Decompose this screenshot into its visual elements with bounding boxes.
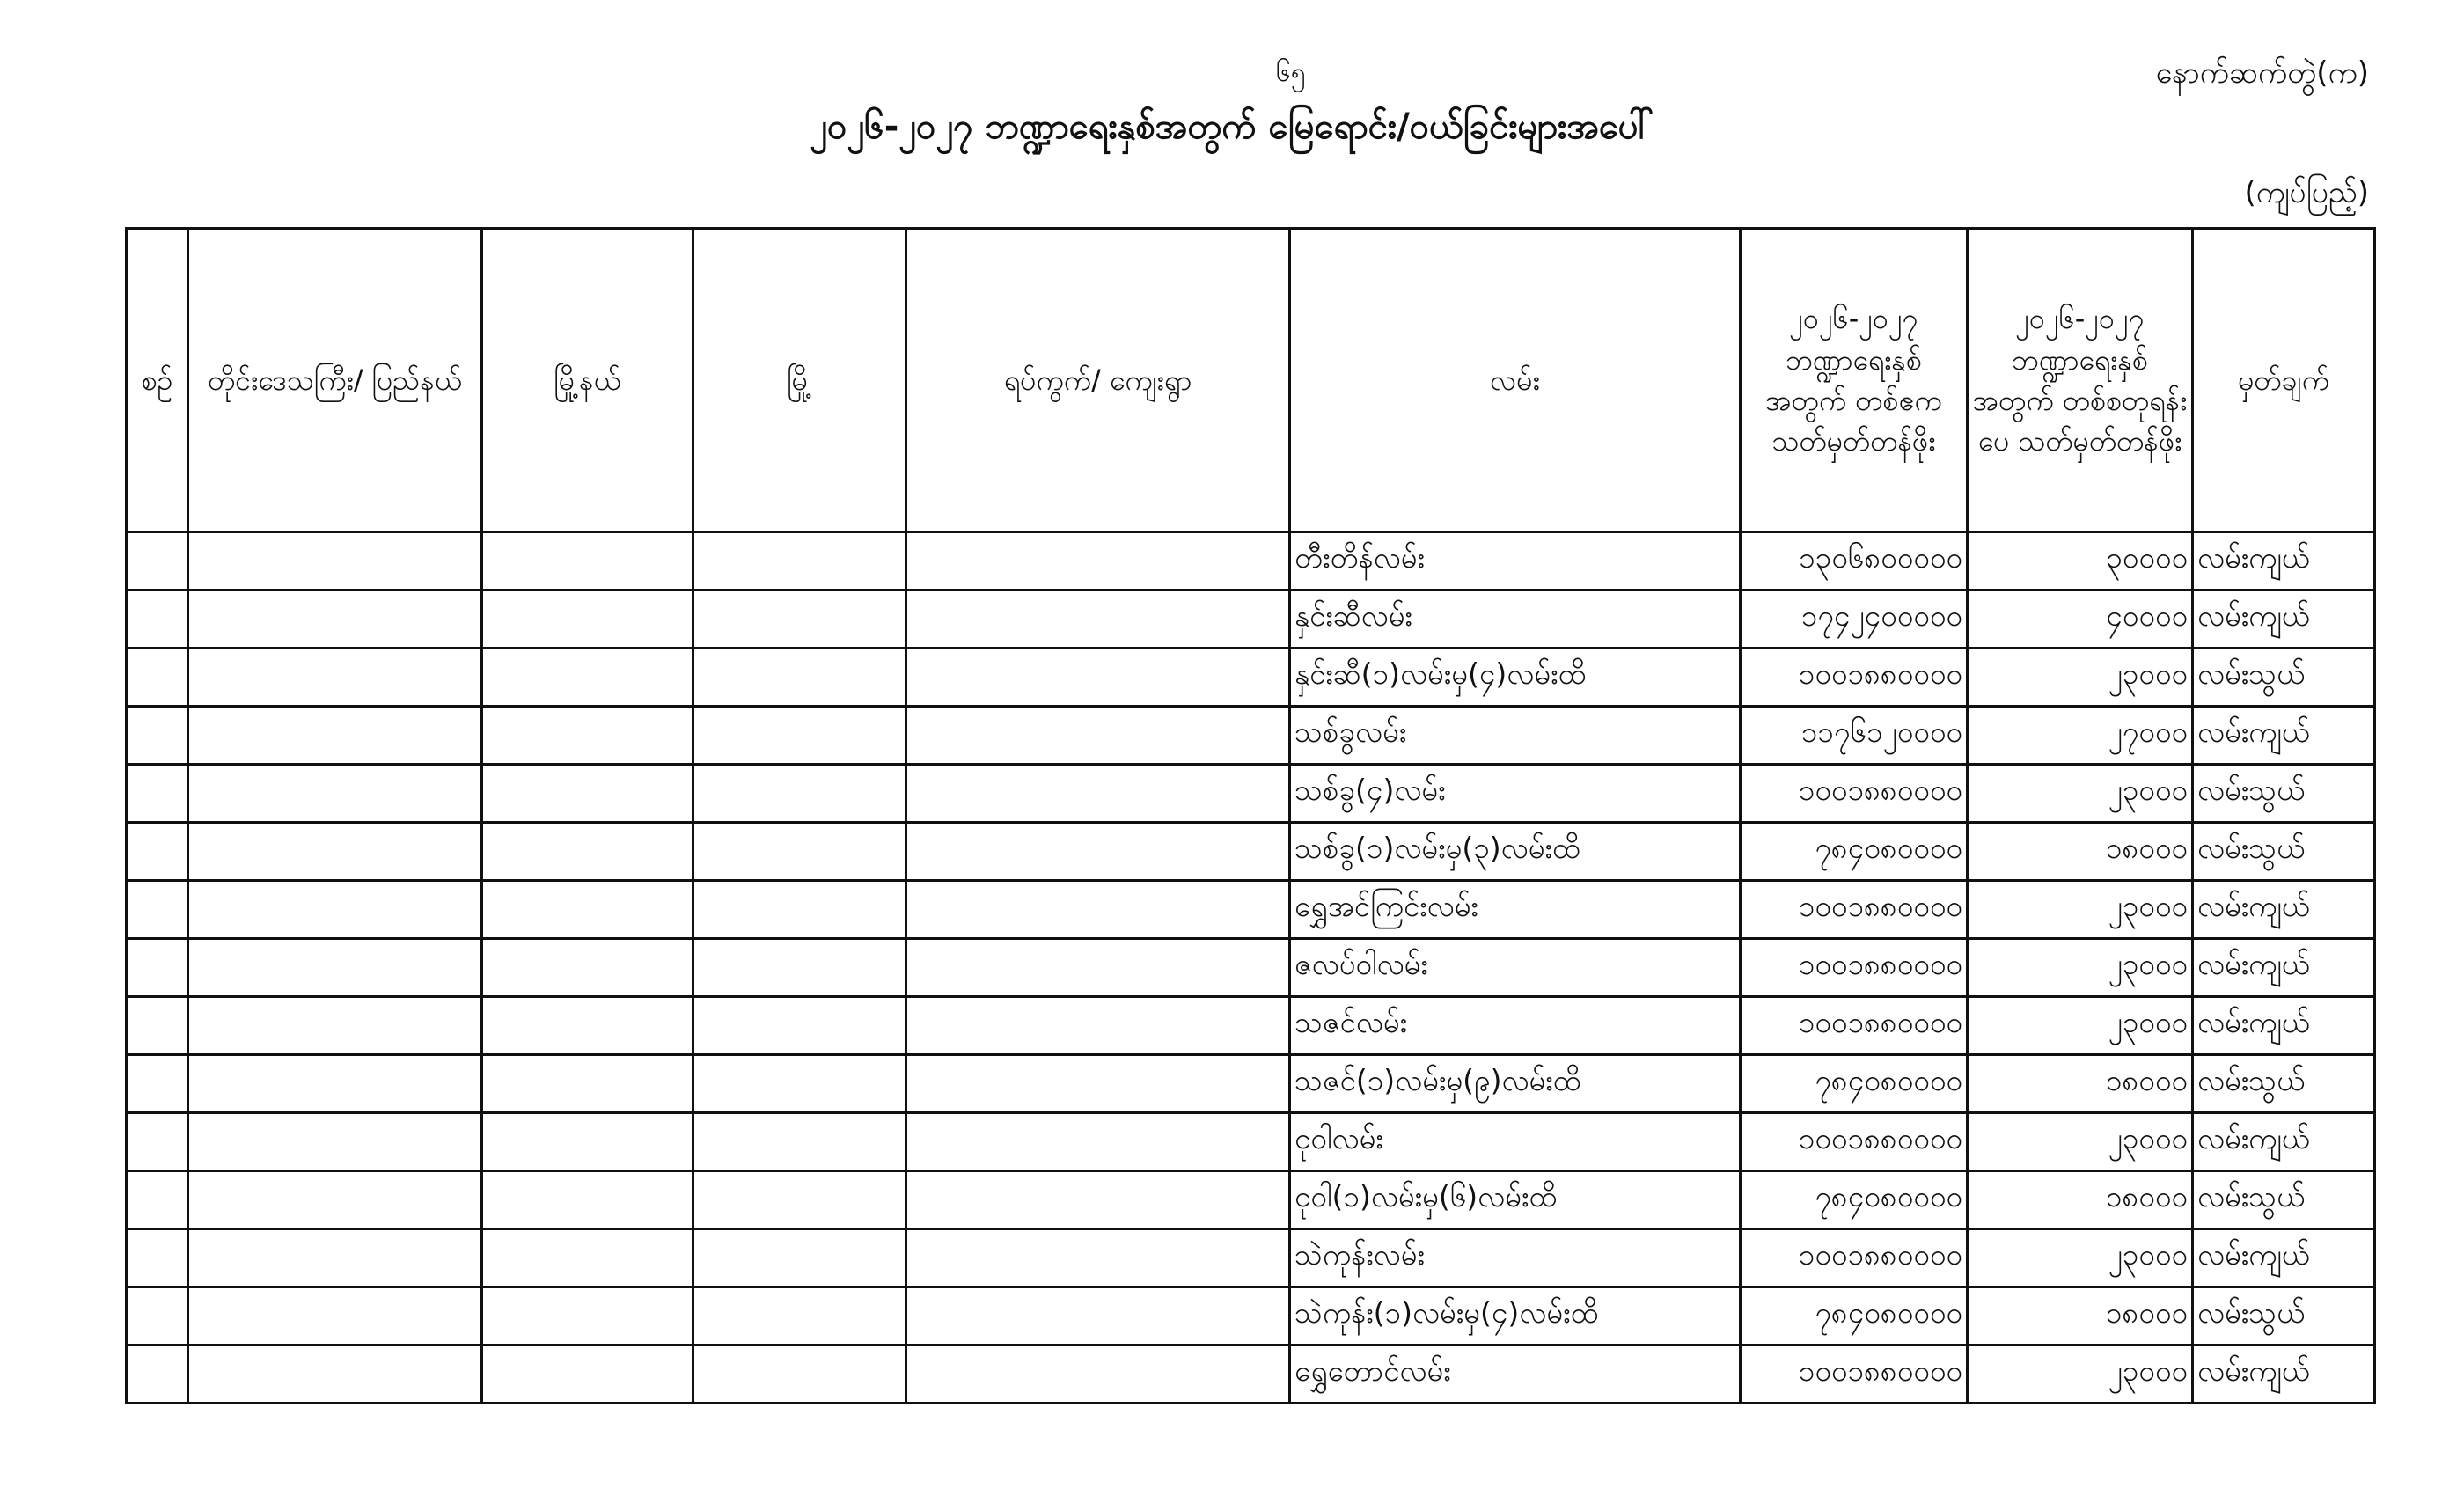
cell-ward-village <box>906 765 1290 823</box>
cell-ward-village <box>906 881 1290 939</box>
cell-road: သဇင်(၁)လမ်းမှ(၉)လမ်းထိ <box>1290 1055 1741 1113</box>
col-header-acre-value: ၂၀၂၆-၂၀၂၇ ဘဏ္ဍာရေးနှစ် အတွက် တစ်ဧက သတ်မှတ်တန်ဖိုး <box>1741 229 1968 532</box>
cell-ward-village <box>906 1346 1290 1404</box>
cell-serial <box>127 765 188 823</box>
table-row <box>127 1346 2375 1404</box>
cell-township <box>482 1171 693 1229</box>
cell-region <box>188 649 482 707</box>
cell-road: ငုဝါလမ်း <box>1290 1113 1741 1171</box>
cell-road: သဲကုန်း(၁)လမ်းမှ(၄)လမ်းထိ <box>1290 1287 1741 1346</box>
cell-acre-value: ၁၃၀၆၈၀၀၀၀၀ <box>1741 532 1968 590</box>
cell-township <box>482 590 693 649</box>
cell-acre-value: ၁၁၇၆၁၂၀၀၀၀ <box>1741 707 1968 765</box>
cell-ward-village <box>906 997 1290 1055</box>
cell-ward-village <box>906 532 1290 590</box>
cell-acre-value: ၁၀၀၁၈၈၀၀၀၀ <box>1741 1229 1968 1287</box>
cell-region <box>188 1055 482 1113</box>
cell-acre-value: ၁၀၀၁၈၈၀၀၀၀ <box>1741 649 1968 707</box>
cell-township <box>482 1113 693 1171</box>
cell-acre-value: ၁၀၀၁၈၈၀၀၀၀ <box>1741 1346 1968 1404</box>
cell-ward-village <box>906 590 1290 649</box>
table-row <box>127 939 2375 997</box>
col-header-township: မြို့နယ် <box>482 229 693 532</box>
cell-region <box>188 707 482 765</box>
cell-acre-value: ၇၈၄၀၈၀၀၀၀ <box>1741 1055 1968 1113</box>
cell-acre-value: ၁၀၀၁၈၈၀၀၀၀ <box>1741 1113 1968 1171</box>
cell-ward-village <box>906 707 1290 765</box>
cell-serial <box>127 707 188 765</box>
cell-remark: လမ်းကျယ် <box>2193 1229 2375 1287</box>
cell-ward-village <box>906 823 1290 881</box>
cell-region <box>188 590 482 649</box>
cell-sqft-value: ၂၃၀၀၀ <box>1968 649 2193 707</box>
col-header-ward-village: ရပ်ကွက်/ ကျေးရွာ <box>906 229 1290 532</box>
cell-town <box>693 1229 906 1287</box>
cell-serial <box>127 1287 188 1346</box>
currency-unit: (ကျပ်ပြည့်) <box>2244 175 2369 210</box>
cell-sqft-value: ၁၈၀၀၀ <box>1968 823 2193 881</box>
cell-town <box>693 1113 906 1171</box>
cell-serial <box>127 1229 188 1287</box>
cell-acre-value: ၁၀၀၁၈၈၀၀၀၀ <box>1741 939 1968 997</box>
table-row <box>127 1171 2375 1229</box>
cell-town <box>693 532 906 590</box>
cell-township <box>482 1229 693 1287</box>
cell-serial <box>127 590 188 649</box>
cell-sqft-value: ၂၇၀၀၀ <box>1968 707 2193 765</box>
col-header-sqft-value: ၂၀၂၆-၂၀၂၇ ဘဏ္ဍာရေးနှစ် အတွက် တစ်စတုရန်းပေ သတ်မှတ်တန်ဖိုး <box>1968 229 2193 532</box>
cell-serial <box>127 997 188 1055</box>
cell-region <box>188 1287 482 1346</box>
cell-township <box>482 823 693 881</box>
cell-remark: လမ်းကျယ် <box>2193 997 2375 1055</box>
col-header-town: မြို့ <box>693 229 906 532</box>
cell-remark: လမ်းကျယ် <box>2193 532 2375 590</box>
cell-serial <box>127 649 188 707</box>
table-row <box>127 649 2375 707</box>
cell-ward-village <box>906 1229 1290 1287</box>
land-value-table <box>125 227 2376 1404</box>
cell-township <box>482 1346 693 1404</box>
annex-label: နောက်ဆက်တွဲ(က) <box>2155 55 2369 91</box>
cell-township <box>482 997 693 1055</box>
cell-acre-value: ၁၇၄၂၄၀၀၀၀၀ <box>1741 590 1968 649</box>
cell-remark: လမ်းကျယ် <box>2193 1113 2375 1171</box>
cell-remark: လမ်းကျယ် <box>2193 590 2375 649</box>
cell-acre-value: ၁၀၀၁၈၈၀၀၀၀ <box>1741 881 1968 939</box>
cell-region <box>188 1113 482 1171</box>
cell-serial <box>127 881 188 939</box>
cell-remark: လမ်းကျယ် <box>2193 1346 2375 1404</box>
cell-town <box>693 649 906 707</box>
cell-road: သစ်ခွ(၄)လမ်း <box>1290 765 1741 823</box>
col-header-road: လမ်း <box>1290 229 1741 532</box>
cell-ward-village <box>906 1287 1290 1346</box>
table-body <box>127 532 2375 1404</box>
cell-sqft-value: ၂၃၀၀၀ <box>1968 765 2193 823</box>
cell-sqft-value: ၁၈၀၀၀ <box>1968 1287 2193 1346</box>
cell-road: သစ်ခွ(၁)လမ်းမှ(၃)လမ်းထိ <box>1290 823 1741 881</box>
table-row <box>127 1055 2375 1113</box>
table-row <box>127 997 2375 1055</box>
cell-sqft-value: ၂၃၀၀၀ <box>1968 881 2193 939</box>
document-title: ၂၀၂၆-၂၀၂၇ ဘဏ္ဍာရေးနှစ်အတွက် မြေရောင်း/ဝယ်ခြင်းများအပေါ် <box>810 106 1654 147</box>
cell-town <box>693 1287 906 1346</box>
cell-region <box>188 532 482 590</box>
cell-remark: လမ်းကျယ် <box>2193 707 2375 765</box>
cell-township <box>482 881 693 939</box>
cell-sqft-value: ၂၃၀၀၀ <box>1968 997 2193 1055</box>
cell-ward-village <box>906 1171 1290 1229</box>
cell-remark: လမ်းသွယ် <box>2193 1055 2375 1113</box>
cell-sqft-value: ၂၃၀၀၀ <box>1968 1113 2193 1171</box>
table-header-row <box>127 229 2375 532</box>
table-row <box>127 765 2375 823</box>
cell-serial <box>127 823 188 881</box>
cell-town <box>693 1055 906 1113</box>
cell-township <box>482 532 693 590</box>
table-row <box>127 707 2375 765</box>
cell-region <box>188 1346 482 1404</box>
cell-region <box>188 1171 482 1229</box>
cell-sqft-value: ၂၃၀၀၀ <box>1968 1346 2193 1404</box>
cell-sqft-value: ၁၈၀၀၀ <box>1968 1055 2193 1113</box>
cell-township <box>482 649 693 707</box>
cell-remark: လမ်းသွယ် <box>2193 1287 2375 1346</box>
cell-region <box>188 881 482 939</box>
cell-road: တီးတိန်လမ်း <box>1290 532 1741 590</box>
cell-serial <box>127 1113 188 1171</box>
cell-sqft-value: ၃၀၀၀၀ <box>1968 532 2193 590</box>
cell-serial <box>127 1346 188 1404</box>
cell-region <box>188 823 482 881</box>
cell-remark: လမ်းသွယ် <box>2193 765 2375 823</box>
table-row <box>127 1113 2375 1171</box>
col-header-remark: မှတ်ချက် <box>2193 229 2375 532</box>
cell-township <box>482 1055 693 1113</box>
cell-sqft-value: ၁၈၀၀၀ <box>1968 1171 2193 1229</box>
cell-town <box>693 1346 906 1404</box>
cell-township <box>482 707 693 765</box>
cell-town <box>693 939 906 997</box>
cell-remark: လမ်းကျယ် <box>2193 939 2375 997</box>
table-row <box>127 881 2375 939</box>
cell-town <box>693 1171 906 1229</box>
cell-road: သဇင်လမ်း <box>1290 997 1741 1055</box>
cell-remark: လမ်းကျယ် <box>2193 881 2375 939</box>
cell-serial <box>127 1171 188 1229</box>
cell-town <box>693 881 906 939</box>
table-row <box>127 1229 2375 1287</box>
cell-remark: လမ်းသွယ် <box>2193 1171 2375 1229</box>
cell-road: ငုဝါ(၁)လမ်းမှ(၆)လမ်းထိ <box>1290 1171 1741 1229</box>
cell-serial <box>127 532 188 590</box>
cell-ward-village <box>906 1055 1290 1113</box>
cell-town <box>693 765 906 823</box>
table-row <box>127 590 2375 649</box>
cell-region <box>188 1229 482 1287</box>
page-number: ၆၅ <box>1276 57 1306 88</box>
table-row <box>127 823 2375 881</box>
cell-serial <box>127 939 188 997</box>
cell-road: ဇလပ်ဝါလမ်း <box>1290 939 1741 997</box>
col-header-region: တိုင်းဒေသကြီး/ ပြည်နယ် <box>188 229 482 532</box>
cell-acre-value: ၇၈၄၀၈၀၀၀၀ <box>1741 823 1968 881</box>
cell-road: နှင်းဆီလမ်း <box>1290 590 1741 649</box>
cell-road: နှင်းဆီ(၁)လမ်းမှ(၄)လမ်းထိ <box>1290 649 1741 707</box>
cell-ward-village <box>906 1113 1290 1171</box>
cell-region <box>188 765 482 823</box>
cell-remark: လမ်းသွယ် <box>2193 649 2375 707</box>
cell-township <box>482 765 693 823</box>
cell-town <box>693 590 906 649</box>
cell-township <box>482 939 693 997</box>
cell-acre-value: ၁၀၀၁၈၈၀၀၀၀ <box>1741 997 1968 1055</box>
table-row <box>127 1287 2375 1346</box>
cell-road: သစ်ခွလမ်း <box>1290 707 1741 765</box>
cell-serial <box>127 1055 188 1113</box>
cell-remark: လမ်းသွယ် <box>2193 823 2375 881</box>
cell-sqft-value: ၂၃၀၀၀ <box>1968 1229 2193 1287</box>
cell-road: သဲကုန်းလမ်း <box>1290 1229 1741 1287</box>
cell-acre-value: ၇၈၄၀၈၀၀၀၀ <box>1741 1287 1968 1346</box>
cell-township <box>482 1287 693 1346</box>
cell-sqft-value: ၄၀၀၀၀ <box>1968 590 2193 649</box>
table-row <box>127 532 2375 590</box>
cell-ward-village <box>906 649 1290 707</box>
cell-road: ရွှေတောင်လမ်း <box>1290 1346 1741 1404</box>
col-header-serial: စဉ် <box>127 229 188 532</box>
cell-region <box>188 939 482 997</box>
cell-acre-value: ၁၀၀၁၈၈၀၀၀၀ <box>1741 765 1968 823</box>
cell-road: ရွှေအင်ကြင်းလမ်း <box>1290 881 1741 939</box>
cell-region <box>188 997 482 1055</box>
cell-town <box>693 997 906 1055</box>
cell-town <box>693 823 906 881</box>
cell-ward-village <box>906 939 1290 997</box>
cell-acre-value: ၇၈၄၀၈၀၀၀၀ <box>1741 1171 1968 1229</box>
cell-sqft-value: ၂၃၀၀၀ <box>1968 939 2193 997</box>
cell-town <box>693 707 906 765</box>
